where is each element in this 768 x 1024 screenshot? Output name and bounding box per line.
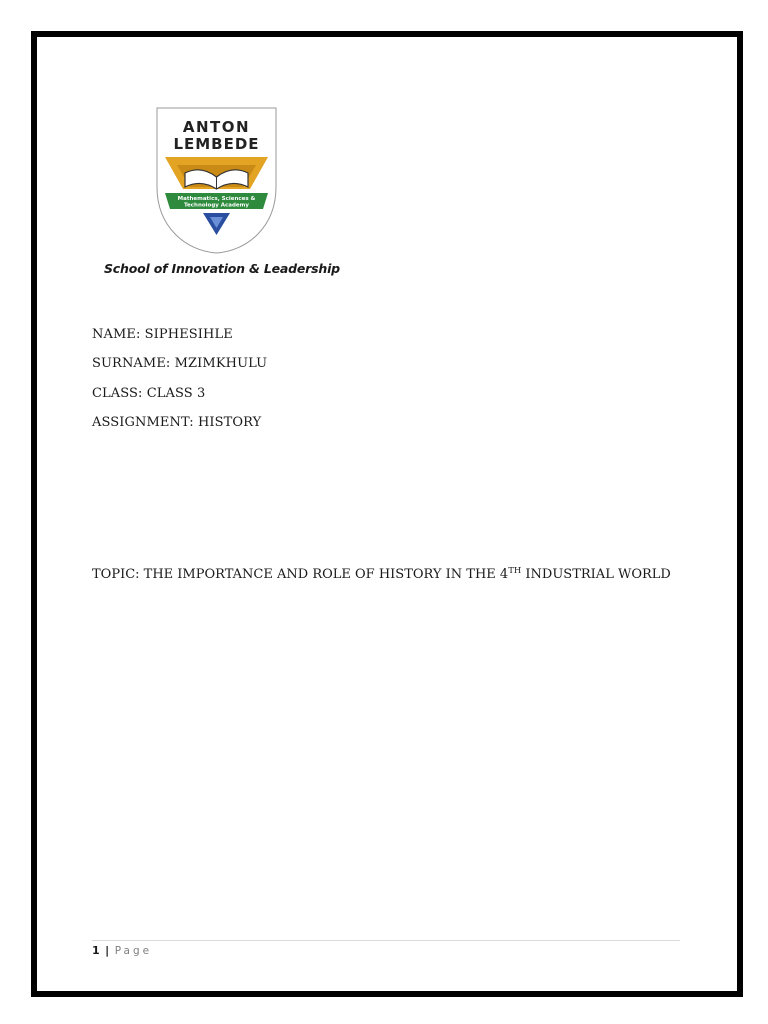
page-number: 1: [92, 944, 100, 957]
logo-banner-line2: Technology Academy: [184, 202, 249, 209]
page-footer: [92, 944, 152, 957]
topic-text-after: INDUSTRIAL WORLD: [521, 567, 671, 582]
surname-field: SURNAME: MZIMKHULU: [92, 356, 268, 371]
anton-lembede-crest-logo: [155, 107, 278, 255]
logo-word-anton: ANTON: [182, 118, 251, 136]
topic-line: [92, 567, 671, 582]
class-field: CLASS: CLASS 3: [92, 386, 206, 401]
logo-word-lembede: LEMBEDE: [173, 135, 260, 153]
topic-text-before: TOPIC: THE IMPORTANCE AND ROLE OF HISTORY IN THE 4: [92, 567, 509, 582]
name-field: NAME: SIPHESIHLE: [92, 327, 233, 342]
assignment-field: ASSIGNMENT: HISTORY: [92, 415, 262, 430]
page-label: Page: [114, 945, 153, 957]
school-tagline: School of Innovation & Leadership: [104, 261, 340, 276]
page-border: [31, 31, 743, 997]
topic-superscript: TH: [508, 566, 522, 576]
logo-banner-line1: Mathematics, Sciences &: [177, 196, 256, 202]
footer-divider: [92, 940, 680, 941]
footer-separator: |: [105, 944, 110, 957]
